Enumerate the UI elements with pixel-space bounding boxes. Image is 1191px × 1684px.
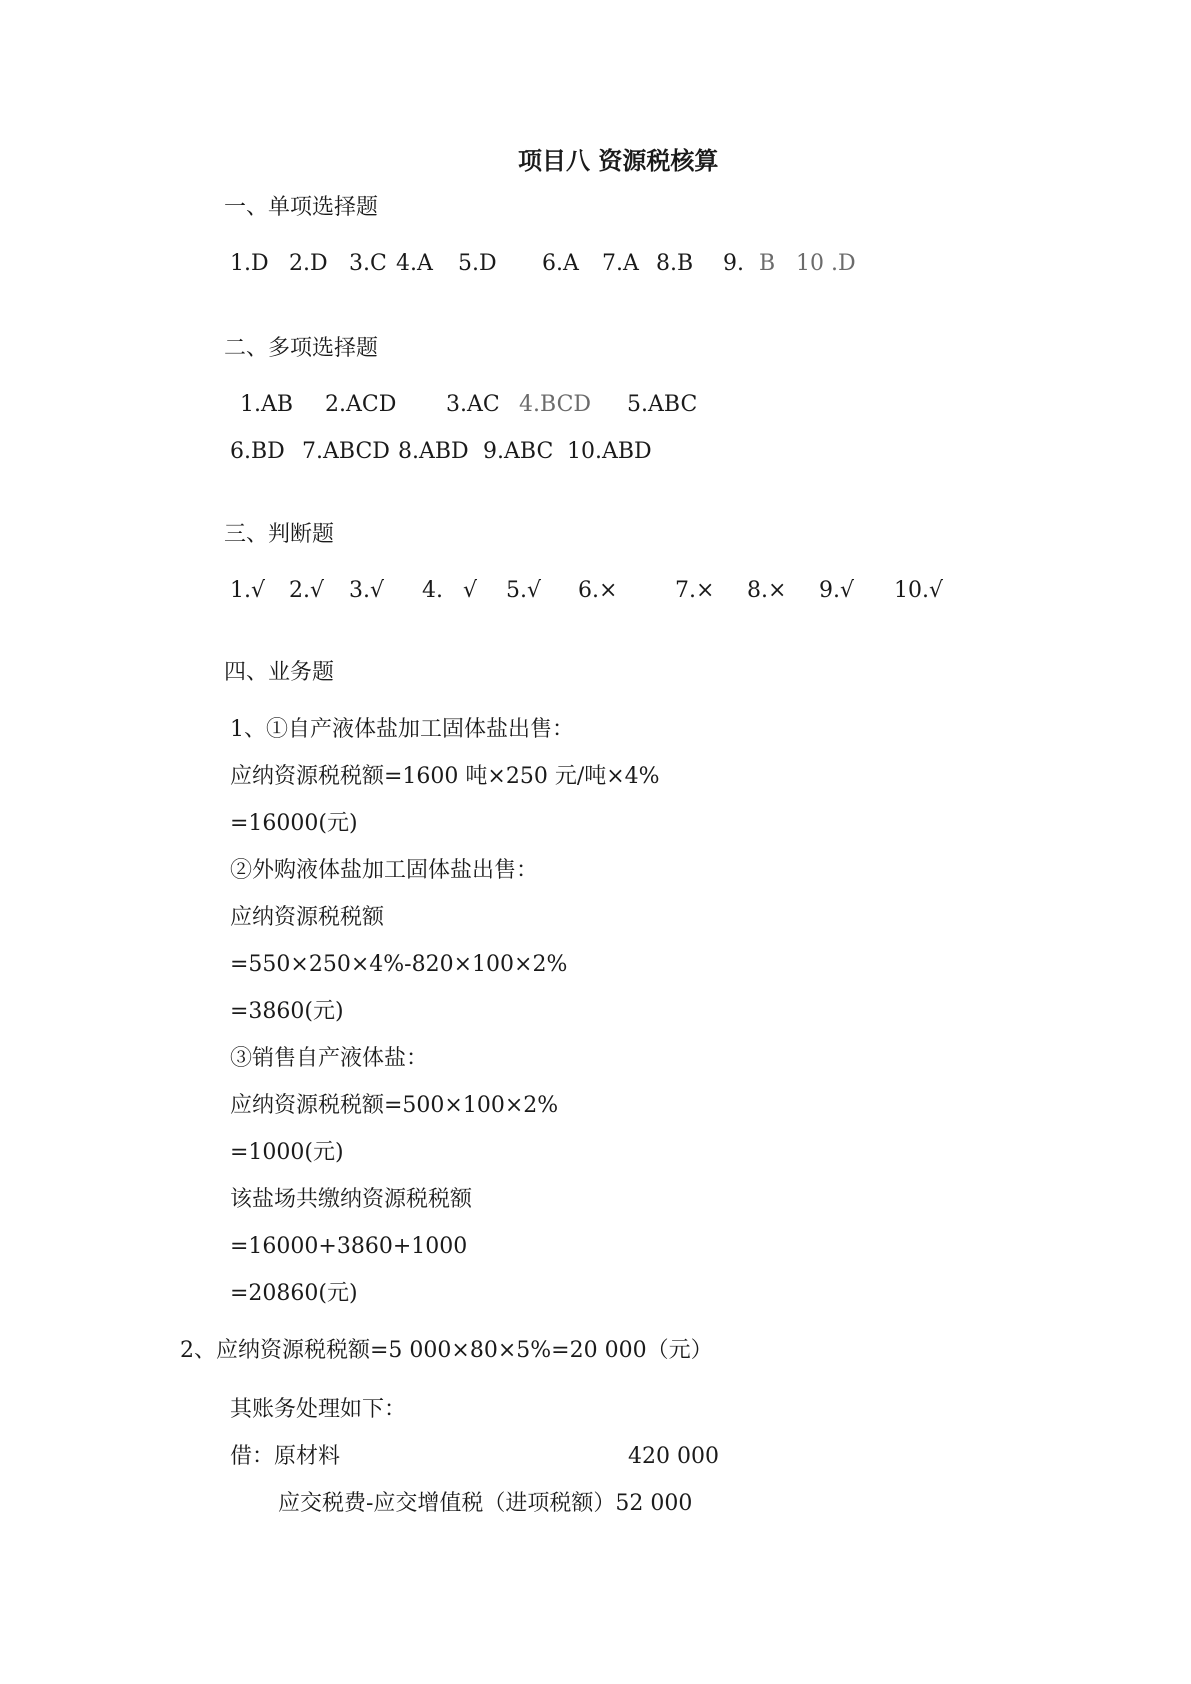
answer-item: 8.× [747,578,787,603]
answer-item: 2.D [289,251,328,276]
calc-line: =1000(元) [230,1140,344,1165]
calc-line: =16000(元) [230,811,358,836]
answer-item: 6.A [542,251,579,276]
entry-vat-line: 应交税费-应交增值税（进项税额）52 000 [278,1491,693,1516]
answer-item: 10.√ [894,578,944,603]
answer-item: 10 .D [796,251,856,276]
answer-item: 9. [723,251,744,276]
calc-line: =20860(元) [230,1281,358,1306]
answer-item: 7.× [675,578,715,603]
section-heading-judgement: 三、判断题 [224,522,335,547]
answer-item: 3.C [349,251,387,276]
answer-item: 1.D [230,251,269,276]
answer-item: B [759,251,776,276]
answer-item: 4.A [396,251,433,276]
entry-debit-amount: 420 000 [628,1444,719,1469]
answer-item: 10.ABD [567,439,652,464]
section-heading-multi-choice: 二、多项选择题 [224,336,379,361]
answer-item: 5.D [458,251,497,276]
calc-line: 应纳资源税税额 [230,905,385,930]
answer-item: √ [463,578,478,603]
answer-item: 3.AC [446,392,500,417]
answer-item: 7.A [602,251,639,276]
calc-line: 1、①自产液体盐加工固体盐出售： [230,717,574,742]
calc-line: =16000+3860+1000 [230,1234,468,1259]
answer-item: 8.B [656,251,694,276]
entry-intro: 其账务处理如下： [230,1397,407,1422]
answer-item: 2.ACD [325,392,397,417]
answer-item: 2.√ [289,578,325,603]
answer-item: 5.√ [506,578,542,603]
answer-item: 1.AB [240,392,294,417]
entry-debit-label: 借：原材料 [230,1444,341,1469]
answer-item: 1.√ [230,578,266,603]
calc-line: 应纳资源税税额=1600 吨×250 元/吨×4% [230,764,660,789]
page-title: 项目八 资源税核算 [518,146,719,175]
answer-item: 9.ABC [483,439,554,464]
answer-item: 5.ABC [627,392,698,417]
answer-item: 6.BD [230,439,285,464]
calc-line: ③销售自产液体盐： [230,1046,429,1071]
calc-line: =550×250×4%-820×100×2% [230,952,568,977]
calc-line: 应纳资源税税额=500×100×2% [230,1093,559,1118]
answer-item: 4.BCD [519,392,592,417]
answer-item: 3.√ [349,578,385,603]
calc-line: =3860(元) [230,999,344,1024]
section-heading-single-choice: 一、单项选择题 [224,195,379,220]
calc-line: 该盐场共缴纳资源税税额 [230,1187,473,1212]
answer-item: 9.√ [819,578,855,603]
answer-item: 8.ABD [398,439,469,464]
answer-item: 4. [422,578,443,603]
calc-line: ②外购液体盐加工固体盐出售： [230,858,539,883]
section-heading-business: 四、业务题 [224,660,335,685]
calc-line: 2、应纳资源税税额=5 000×80×5%=20 000（元） [180,1338,713,1363]
answer-item: 6.× [578,578,618,603]
answer-item: 7.ABCD [302,439,390,464]
